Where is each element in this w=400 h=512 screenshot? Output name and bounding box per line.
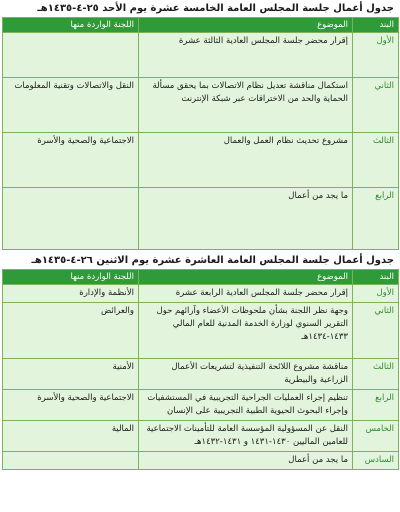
item-cell: الثالث [353,359,399,390]
table-row [3,285,399,303]
table-row [3,390,399,421]
topic-cell: النقل عن المسؤولية المؤسسة العامة للتأمينات الاجتماعية للعامين الماليين ١٤٣٠-١٤٣١ و ١٤٣١-١٤٣٢هـ [139,421,353,452]
header-committee: اللجنة الواردة منها [3,18,139,33]
item-cell: الأول [353,33,399,78]
item-cell: الخامس [353,421,399,452]
topic-cell: مناقشة مشروع اللائحة التنفيذية لتشريعات الأعمال الزراعية والبيطرية [139,359,353,390]
header-topic: الموضوع [139,270,353,285]
committee-cell [3,452,139,470]
table1-title: جدول أعمال جلسة المجلس العامة الخامسة عشرة يوم الأحد ٢٥-٤-١٤٣٥هـ [37,3,394,14]
agenda-table-1 [2,17,399,250]
topic-cell: ما يجد من أعمال [139,452,353,470]
table2-title: جدول أعمال جلسة المجلس العامة العاشرة عشرة يوم الاثنين ٢٦-٤-١٤٣٥هـ [31,255,394,266]
item-cell: الثاني [353,78,399,133]
table-row [3,359,399,390]
topic-cell: إقرار محضر جلسة المجلس العادية الثالثة عشرة [139,33,353,78]
committee-cell: الأمنية [3,359,139,390]
topic-cell: مشروع تحديث نظام العمل والعمال [139,133,353,188]
topic-cell: استكمال مناقشة تعديل نظام الاتصالات بما يحقق مسألة الحماية والحد من الاختراقات عبر شبكة الإنترنت [139,78,353,133]
item-cell: الثالث [353,133,399,188]
committee-cell: الاجتماعية والصحية والأسرة [3,133,139,188]
table-header-row [3,18,399,33]
committee-cell: المالية [3,421,139,452]
committee-cell [3,188,139,250]
item-cell: السادس [353,452,399,470]
table-row [3,452,399,470]
item-cell: الثاني [353,303,399,359]
agenda-table-2 [2,269,399,470]
header-committee: اللجنة الواردة منها [3,270,139,285]
item-cell: الرابع [353,188,399,250]
table-row [3,33,399,78]
committee-cell: الأنظمة والإدارة [3,285,139,303]
topic-cell: وجهة نظر اللجنة بشأن ملحوظات الأعضاء وآرائهم حول التقرير السنوي لوزارة الخدمة المدنية للعام المالي ١٤٣٣-١٤٣٤هـ [139,303,353,359]
table-row [3,421,399,452]
table-row [3,133,399,188]
topic-cell: إقرار محضر جلسة المجلس العادية الرابعة عشرة [139,285,353,303]
header-topic: الموضوع [139,18,353,33]
topic-cell: تنظيم إجراء العمليات الجراحية التجريبية في المستشفيات وإجراء البحوث الحيوية الطبية التجريبية على الإنسان [139,390,353,421]
committee-cell: والعرائض [3,303,139,359]
header-item: البند [353,18,399,33]
committee-cell: النقل والاتصالات وتقنية المعلومات [3,78,139,133]
item-cell: الأول [353,285,399,303]
table-header-row [3,270,399,285]
committee-cell: الاجتماعية والصحية والأسرة [3,390,139,421]
topic-cell: ما يجد من أعمال [139,188,353,250]
table-row [3,78,399,133]
table-row [3,188,399,250]
committee-cell [3,33,139,78]
item-cell: الرابع [353,390,399,421]
header-item: البند [353,270,399,285]
table-row [3,303,399,359]
